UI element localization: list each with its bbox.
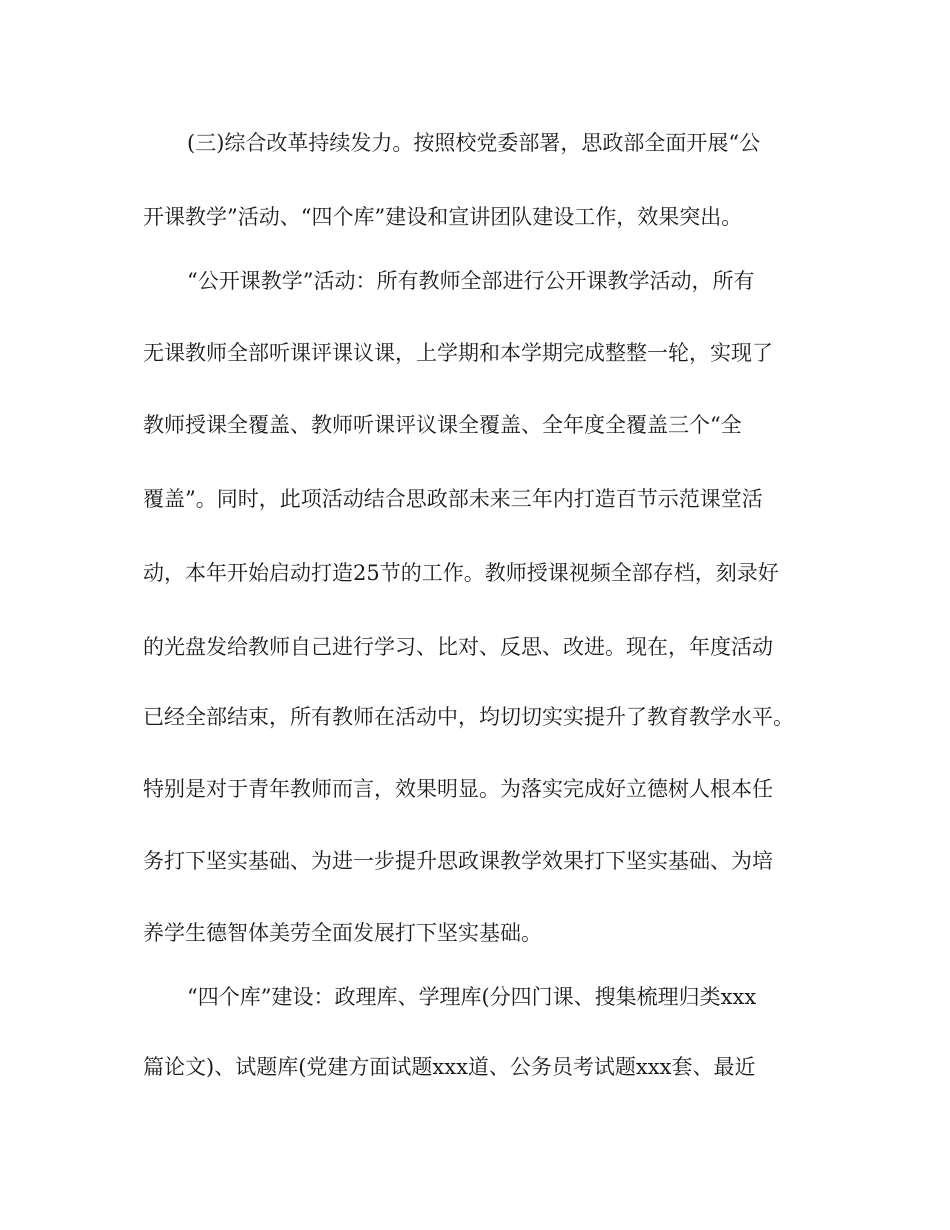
text-line: “公开课教学”活动：所有教师全部进行公开课教学活动，所有	[187, 269, 755, 293]
text-line: 开课教学”活动、“四个库”建设和宣讲团队建设工作，效果突出。	[143, 205, 743, 229]
text-line: 的光盘发给教师自己进行学习、比对、反思、改进。现在，年度活动	[143, 635, 773, 659]
text-line: “四个库”建设：政理库、学理库(分四门课、搜集梳理归类xxx	[187, 985, 757, 1009]
text-line: 教师授课全覆盖、教师听课评议课全覆盖、全年度全覆盖三个“全	[143, 413, 742, 437]
text-line: 覆盖”。同时，此项活动结合思政部未来三年内打造百节示范课堂活	[143, 487, 763, 511]
text-line: 篇论文)、试题库(党建方面试题xxx道、公务员考试题xxx套、最近	[143, 1055, 756, 1079]
text-line: 动，本年开始启动打造25节的工作。教师授课视频全部存档，刻录好	[143, 561, 779, 585]
text-line: 无课教师全部听课评课议课，上学期和本学期完成整整一轮，实现了	[143, 341, 773, 365]
text-line: 已经全部结束，所有教师在活动中，均切切实实提升了教育教学水平。	[143, 705, 794, 729]
text-line: (三)综合改革持续发力。按照校党委部署，思政部全面开展“公	[187, 131, 761, 155]
text-line: 务打下坚实基础、为进一步提升思政课教学效果打下坚实基础、为培	[143, 849, 773, 873]
text-line: 特别是对于青年教师而言，效果明显。为落实完成好立德树人根本任	[143, 777, 773, 801]
text-line: 养学生德智体美劳全面发展打下坚实基础。	[143, 921, 542, 945]
